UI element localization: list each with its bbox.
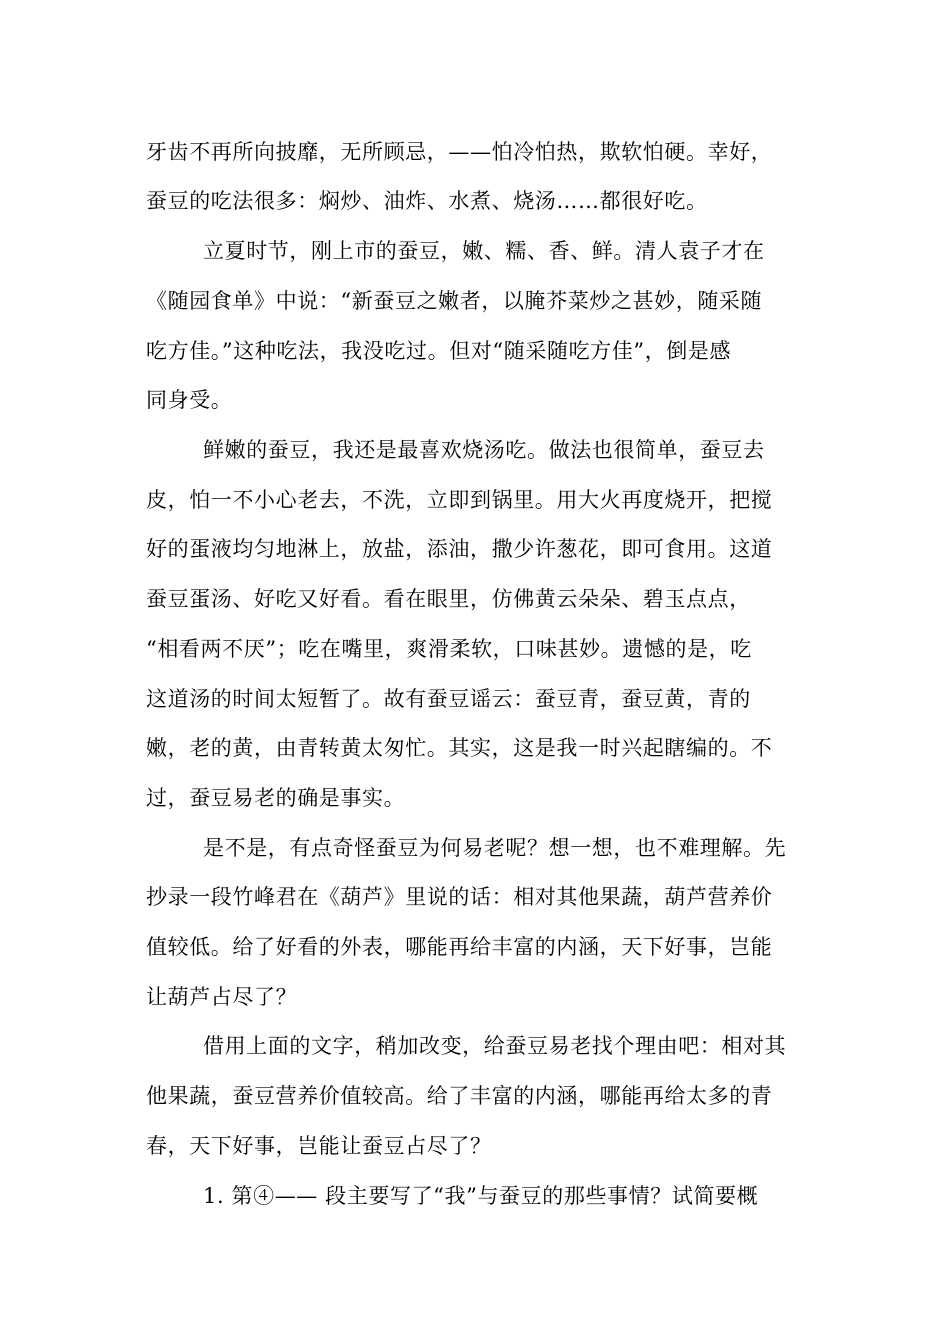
paragraph-start-line: 是不是，有点奇怪蚕豆为何易老呢？想一想，也不难理解。先: [203, 836, 787, 860]
text-line: 《随园食单》中说：“新蚕豆之嫩者，以腌芥菜炒之甚妙，随采随: [146, 289, 763, 313]
text-line: “相看两不厌”；吃在嘴里，爽滑柔软，口味甚妙。遗憾的是，吃: [146, 637, 752, 661]
question-line: 1. 第④—— 段主要写了“我”与蚕豆的那些事情？试简要概: [203, 1184, 759, 1208]
text-line: 这道汤的时间太短暂了。故有蚕豆谣云：蚕豆青，蚕豆黄，青的: [146, 687, 751, 711]
text-line: 让葫芦占尽了？: [146, 985, 298, 1009]
text-line: 春，天下好事，岂能让蚕豆占尽了？: [146, 1134, 492, 1158]
text-line: 蚕豆蛋汤、好吃又好看。看在眼里，仿佛黄云朵朵、碧玉点点，: [146, 587, 751, 611]
text-line: 牙齿不再所向披靡，无所顾忌，——怕冷怕热，欺软怕硬。幸好，: [146, 140, 773, 164]
paragraph-start-line: 立夏时节，刚上市的蚕豆，嫩、糯、香、鲜。清人袁子才在: [203, 239, 765, 263]
text-line: 过，蚕豆易老的确是事实。: [146, 786, 406, 810]
text-line: 嫩，老的黄，由青转黄太匆忙。其实，这是我一时兴起瞎编的。不: [146, 736, 773, 760]
text-line: 值较低。给了好看的外表，哪能再给丰富的内涵，天下好事，岂能: [146, 935, 773, 959]
text-line: 抄录一段竹峰君在《葫芦》里说的话：相对其他果蔬，葫芦营养价: [146, 885, 773, 909]
text-line: 同身受。: [146, 388, 233, 412]
text-line: 他果蔬，蚕豆营养价值较高。给了丰富的内涵，哪能再给太多的青: [146, 1084, 773, 1108]
text-line: 皮，怕一不小心老去，不洗，立即到锅里。用大火再度烧开，把搅: [146, 488, 773, 512]
text-line: 蚕豆的吃法很多：焖炒、油炸、水煮、烧汤……都很好吃。: [146, 189, 708, 213]
text-line: 吃方佳。”这种吃法，我没吃过。但对“随采随吃方佳”，倒是感: [146, 339, 732, 363]
paragraph-start-line: 鲜嫩的蚕豆，我还是最喜欢烧汤吃。做法也很简单，蚕豆去: [203, 438, 765, 462]
text-line: 好的蛋液均匀地淋上，放盐，添油，撒少许葱花，即可食用。这道: [146, 537, 773, 561]
paragraph-start-line: 借用上面的文字，稍加改变，给蚕豆易老找个理由吧：相对其: [203, 1034, 787, 1058]
